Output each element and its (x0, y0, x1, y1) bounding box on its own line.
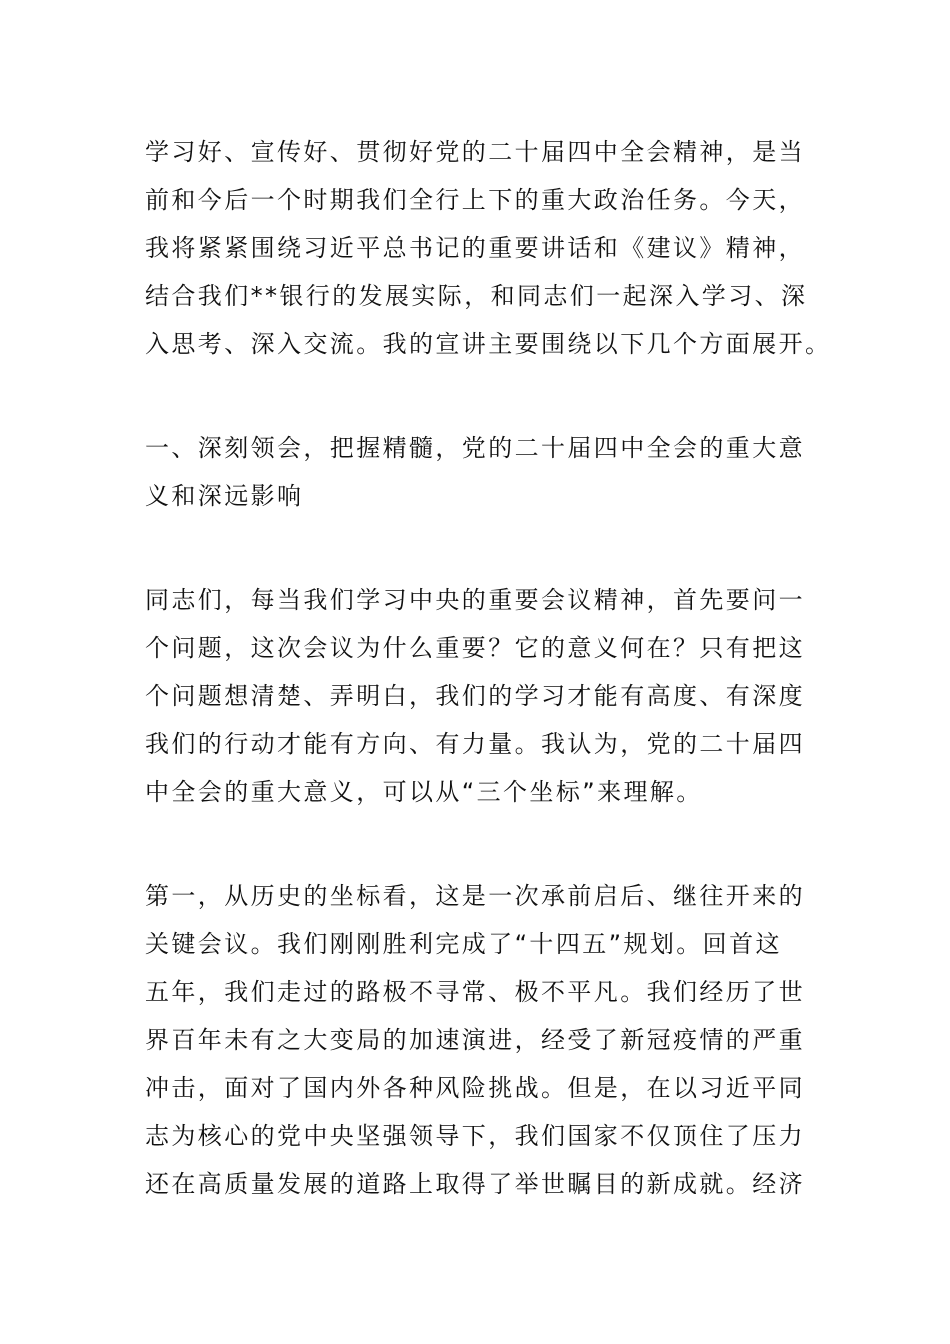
text-line: 个问题想清楚、弄明白，我们的学习才能有高度、有深度 (145, 682, 805, 710)
text-line: 我将紧紧围绕习近平总书记的重要讲话和《建议》精神， (145, 234, 805, 262)
text-line: 同志们，每当我们学习中央的重要会议精神，首先要问一 (145, 586, 805, 614)
text-line: 界百年未有之大变局的加速演进，经受了新冠疫情的严重 (145, 1026, 805, 1054)
heading-line: 义和深远影响 (145, 482, 304, 510)
intro-paragraph (145, 128, 832, 368)
section-heading (145, 424, 815, 520)
text-line: 学习好、宣传好、贯彻好党的二十届四中全会精神，是当 (145, 138, 805, 166)
text-line: 还在高质量发展的道路上取得了举世瞩目的新成就。经济 (145, 1170, 805, 1198)
text-line: 冲击，面对了国内外各种风险挑战。但是，在以习近平同 (145, 1074, 805, 1102)
text-line: 中全会的重大意义，可以从“三个坐标”来理解。 (145, 778, 703, 806)
text-line: 结合我们**银行的发展实际，和同志们一起深入学习、深 (145, 282, 808, 310)
text-line: 第一，从历史的坐标看，这是一次承前启后、继往开来的 (145, 882, 805, 910)
body-paragraph (145, 576, 815, 816)
text-line: 个问题，这次会议为什么重要？它的意义何在？只有把这 (145, 634, 805, 662)
text-line: 前和今后一个时期我们全行上下的重大政治任务。今天， (145, 186, 805, 214)
text-line: 五年，我们走过的路极不寻常、极不平凡。我们经历了世 (145, 978, 805, 1006)
body-paragraph (145, 872, 815, 1208)
heading-line: 一、深刻领会，把握精髓，党的二十届四中全会的重大意 (145, 434, 805, 462)
text-line: 我们的行动才能有方向、有力量。我认为，党的二十届四 (145, 730, 805, 758)
text-line: 志为核心的党中央坚强领导下，我们国家不仅顶住了压力 (145, 1122, 805, 1150)
text-line: 关键会议。我们刚刚胜利完成了“十四五”规划。回首这 (145, 930, 782, 958)
text-line: 入思考、深入交流。我的宣讲主要围绕以下几个方面展开。 (145, 330, 832, 358)
